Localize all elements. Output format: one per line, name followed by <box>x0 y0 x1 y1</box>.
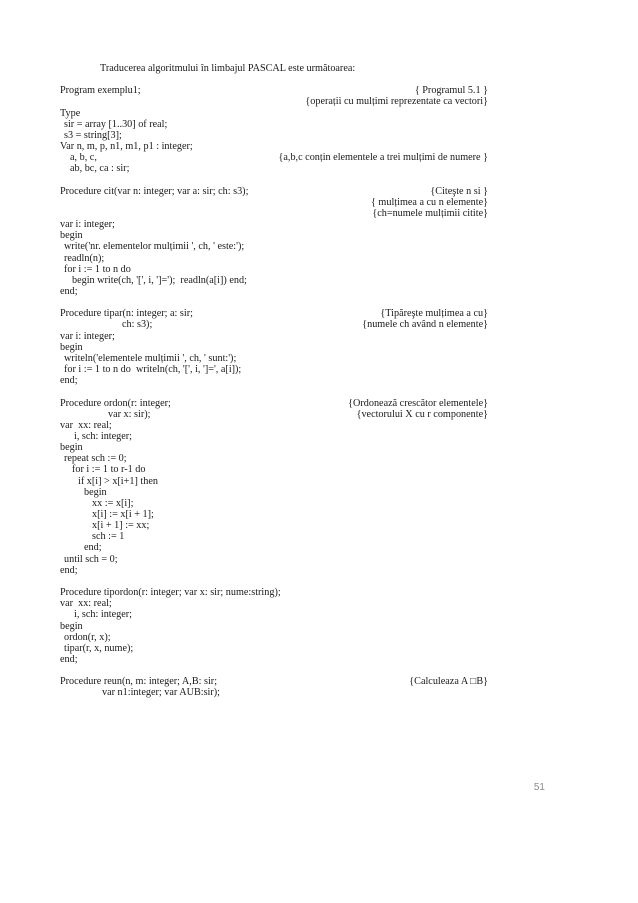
code-text: x[i + 1] := xx; <box>92 520 150 532</box>
code-text: begin <box>60 620 83 632</box>
code-text: begin <box>60 442 83 454</box>
code-text: var x: sir); <box>108 408 151 420</box>
code-text: a, b, c, <box>70 152 97 164</box>
code-text: sch := 1 <box>92 531 125 543</box>
code-comment: {Tipăreşte mulțimea a cu} <box>380 308 488 320</box>
code-text: Type <box>60 107 81 119</box>
code-text: if x[i] > x[i+1] then <box>78 475 158 487</box>
code-text: x[i] := x[i + 1]; <box>92 509 154 520</box>
code-text: write('nr. elementelor mulțimii ', ch, ' este:'); <box>64 241 245 253</box>
code-text: end; <box>60 286 78 297</box>
code-line <box>0 687 638 699</box>
code-text: var i: integer; <box>60 219 115 231</box>
code-comment: { mulțimea a cu n elemente} <box>371 196 488 208</box>
code-comment: {Citeşte n si } <box>430 185 488 197</box>
code-comment: {ch=numele mulțimii citite} <box>372 207 488 219</box>
code-text: repeat sch := 0; <box>64 453 127 465</box>
code-text: for i := 1 to n do writeln(ch, '[', i, ']=', a[i]); <box>64 364 242 376</box>
code-text: Procedure cit(var n: integer; var a: sir; ch: s3); <box>60 185 249 197</box>
code-text: Traducerea algoritmului în limbajul PASCAL este următoarea: <box>100 63 356 74</box>
code-text: begin <box>60 341 83 353</box>
code-text: begin <box>84 486 107 498</box>
code-text: readln(n); <box>64 252 105 264</box>
page-number: 51 <box>533 782 545 793</box>
code-text: begin write(ch, '[', i, ']='); readln(a[i]) end; <box>72 274 247 286</box>
code-comment: {a,b,c conțin elementele a trei mulțimi de numere } <box>278 152 488 164</box>
code-text: s3 = string[3]; <box>64 129 122 141</box>
code-text: for i := 1 to n do <box>64 263 131 275</box>
code-comment: {Calculeaza A □B} <box>409 676 488 688</box>
code-text: var xx: real; <box>60 598 112 610</box>
code-comment: { Programul 5.1 } <box>414 85 488 97</box>
code-text: i, sch: integer; <box>74 430 132 442</box>
code-text: ordon(r, x); <box>64 631 111 643</box>
code-text: var xx: real; <box>60 419 112 431</box>
code-text: i, sch: integer; <box>74 609 132 621</box>
code-text: end; <box>84 542 102 554</box>
code-text: ch: s3); <box>122 319 153 331</box>
code-text: end; <box>60 375 78 387</box>
code-text: xx := x[i]; <box>92 497 134 509</box>
code-text: writeln('elementele mulțimii ', ch, ' sunt:'); <box>64 352 237 364</box>
code-comment: {Ordonează crescător elementele} <box>348 397 488 409</box>
code-text: var n1:integer; var AUB:sir); <box>102 687 220 699</box>
code-text: begin <box>60 230 83 242</box>
code-text: Procedure tipordon(r: integer; var x: sir; nume:string); <box>60 587 281 599</box>
code-text: Program exemplu1; <box>60 85 141 97</box>
code-comment: {operații cu mulțimi reprezentate ca vectori} <box>305 96 488 108</box>
code-text: for i := 1 to r-1 do <box>72 464 146 476</box>
code-text: end; <box>60 653 78 665</box>
code-text: tipar(r, x, nume); <box>64 642 134 654</box>
code-text: until sch = 0; <box>64 553 118 565</box>
code-text: Procedure ordon(r: integer; <box>60 397 171 409</box>
code-text: Procedure reun(n, m: integer; A,B: sir; <box>60 676 218 688</box>
code-text: sir = array [1..30] of real; <box>64 118 168 130</box>
code-text: end; <box>60 564 78 576</box>
code-text: var i: integer; <box>60 330 115 342</box>
code-text: Procedure tipar(n: integer; a: sir; <box>60 308 193 320</box>
code-text: Var n, m, p, n1, m1, p1 : integer; <box>60 141 193 153</box>
code-comment: {numele ch având n elemente} <box>362 319 488 331</box>
code-text: ab, bc, ca : sir; <box>70 163 130 175</box>
code-comment: {vectorului X cu r componente} <box>356 408 488 420</box>
